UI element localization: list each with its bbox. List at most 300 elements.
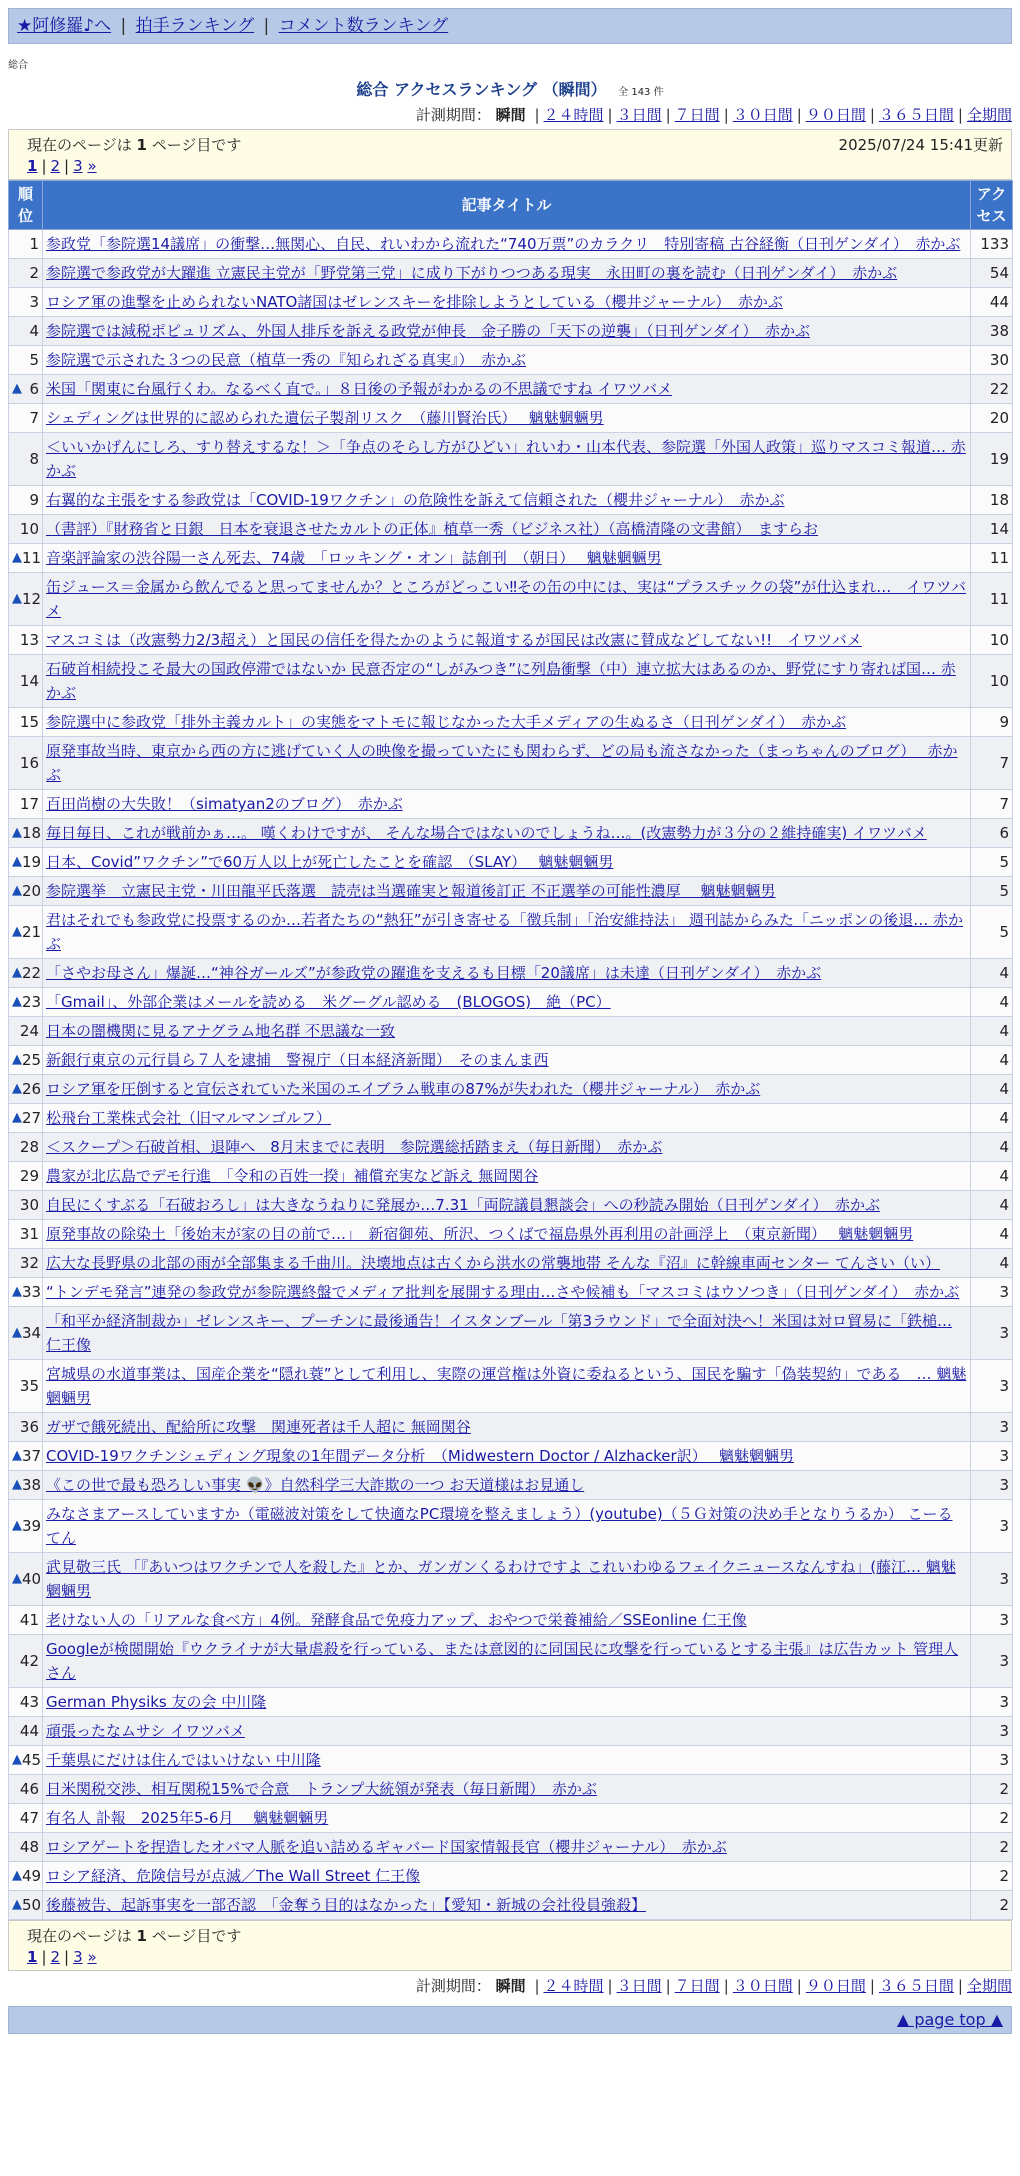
article-title-link[interactable]: 音楽評論家の渋谷陽一さん死去、74歳 「ロッキング・オン」誌創刊 （朝日） 魑魅魍魎男 — [46, 549, 662, 567]
article-title-link[interactable]: COVID-19ワクチンシェディング現象の1年間データ分析 （Midwestern Doctor / Alzhacker訳） 魑魅魍魎男 — [46, 1447, 794, 1465]
rank-cell — [9, 819, 43, 848]
table-row — [9, 1471, 1013, 1500]
table-row — [9, 988, 1013, 1017]
page-info-bottom — [27, 1925, 241, 1946]
article-title-link[interactable]: 百田尚樹の大失敗！（simatyan2のブログ） 赤かぶ — [46, 795, 403, 813]
pager-next-link[interactable]: » — [87, 1948, 97, 1966]
rank-up-arrow-icon: ▲ — [12, 1325, 22, 1340]
table-row — [9, 1606, 1013, 1635]
rank-cell — [9, 317, 43, 346]
rank-number: 13 — [19, 631, 39, 649]
rank-number: 21 — [22, 923, 42, 941]
title-cell — [43, 1717, 971, 1746]
title-cell — [43, 1133, 971, 1162]
pager-page-link[interactable]: 2 — [50, 157, 61, 175]
article-title-link[interactable]: 君はそれでも参政党に投票するのか…若者たちの“熱狂”が引き寄せる「徴兵制」「治安維持法」 週刊誌からみた「ニッポンの後退… 赤かぶ — [46, 911, 963, 953]
table-row — [9, 1278, 1013, 1307]
access-count: 10 — [971, 626, 1013, 655]
rank-number: 38 — [22, 1476, 42, 1494]
access-count: 4 — [971, 959, 1013, 988]
period-link[interactable]: 全期間 — [966, 106, 1012, 124]
rank-number: 45 — [22, 1751, 42, 1769]
rank-cell — [9, 433, 43, 486]
rank-up-arrow-icon: ▲ — [12, 1448, 22, 1463]
title-cell — [43, 906, 971, 959]
article-title-link[interactable]: ＜スクープ＞石破首相、退陣へ 8月末までに表明 参院選総括踏まえ（毎日新聞） 赤かぶ — [46, 1138, 663, 1156]
rank-cell — [9, 1500, 43, 1553]
rank-number: 2 — [29, 264, 39, 282]
article-title-link[interactable]: 新銀行東京の元行員ら７人を逮捕 警視庁（日本経済新聞） そのまんま西 — [46, 1051, 549, 1069]
top-nav — [8, 8, 1012, 44]
table-row — [9, 259, 1013, 288]
rank-number: 7 — [29, 409, 39, 427]
article-title-link[interactable]: 日本の闇機関に見るアナグラム地名群 不思議な一致 — [46, 1022, 396, 1040]
period-separator: | — [869, 1977, 875, 1995]
period-link[interactable]: ３０日間 — [732, 1977, 793, 1995]
table-row — [9, 848, 1013, 877]
period-separator: | — [607, 106, 613, 124]
table-row — [9, 1553, 1013, 1606]
title-cell — [43, 1220, 971, 1249]
header-title: 記事タイトル — [43, 181, 971, 230]
page-info-prefix: 現在のページは — [27, 136, 132, 154]
rank-cell — [9, 404, 43, 433]
table-row — [9, 230, 1013, 259]
rank-number: 49 — [22, 1867, 42, 1885]
title-cell — [43, 1833, 971, 1862]
table-row — [9, 959, 1013, 988]
page-title-text: 総合 アクセスランキング （瞬間） — [356, 80, 607, 99]
article-title-link[interactable]: 右翼的な主張をする参政党は「COVID-19ワクチン」の危険性を訴えて信頼された（櫻井ジャーナル） 赤かぶ — [46, 491, 785, 509]
access-count: 4 — [971, 1104, 1013, 1133]
article-title-link[interactable]: ロシア軍の進撃を止められないNATO諸国はゼレンスキーを排除しようとしている（櫻井ジャーナル） 赤かぶ — [46, 293, 783, 311]
table-header-row — [9, 181, 1013, 230]
rank-cell — [9, 737, 43, 790]
title-cell — [43, 544, 971, 573]
article-title-link[interactable]: 有名人 訃報 2025年5-6月 魑魅魍魎男 — [46, 1809, 329, 1827]
page-info-number: 1 — [136, 1927, 147, 1945]
period-separator: | — [723, 106, 729, 124]
period-link[interactable]: ３日間 — [616, 106, 662, 124]
rank-number: 22 — [22, 964, 42, 982]
article-title-link[interactable]: ガザで餓死続出、配給所に攻撃 関連死者は千人超に 無岡関谷 — [46, 1418, 471, 1436]
period-link[interactable]: ３日間 — [616, 1977, 662, 1995]
title-cell — [43, 1249, 971, 1278]
title-cell — [43, 1075, 971, 1104]
period-link[interactable]: ７日間 — [674, 1977, 720, 1995]
pager-page-link[interactable]: 1 — [27, 1948, 38, 1966]
period-separator: | — [957, 106, 963, 124]
table-row — [9, 1104, 1013, 1133]
rank-cell — [9, 1191, 43, 1220]
period-separator: | — [534, 106, 540, 124]
access-count: 4 — [971, 1191, 1013, 1220]
rank-number: 32 — [19, 1254, 39, 1272]
article-title-link[interactable]: ロシア経済、危険信号が点滅／The Wall Street 仁王像 — [46, 1867, 421, 1885]
rank-number: 42 — [19, 1652, 39, 1670]
title-cell — [43, 959, 971, 988]
title-cell — [43, 819, 971, 848]
title-cell — [43, 848, 971, 877]
rank-number: 27 — [22, 1109, 42, 1127]
access-count: 3 — [971, 1278, 1013, 1307]
rank-cell — [9, 1220, 43, 1249]
period-separator: | — [723, 1977, 729, 1995]
access-count: 11 — [971, 544, 1013, 573]
page-top-link[interactable]: ▲ page top ▲ — [896, 2010, 1003, 2029]
rank-number: 17 — [19, 795, 39, 813]
rank-cell — [9, 1833, 43, 1862]
access-count: 4 — [971, 1162, 1013, 1191]
pager-separator: | — [64, 157, 70, 175]
access-count: 3 — [971, 1688, 1013, 1717]
table-row — [9, 655, 1013, 708]
rank-cell — [9, 877, 43, 906]
title-cell — [43, 1413, 971, 1442]
rank-cell — [9, 906, 43, 959]
article-title-link[interactable]: 松飛台工業株式会社（旧マルマンゴルフ） — [46, 1109, 332, 1127]
rank-cell — [9, 1278, 43, 1307]
article-title-link[interactable]: 参院選中に参政党「排外主義カルト」の実態をマトモに報じなかった大手メディアの生ぬるさ（日刊ゲンダイ） 赤かぶ — [46, 713, 847, 731]
rank-cell — [9, 655, 43, 708]
rank-number: 33 — [22, 1283, 42, 1301]
rank-number: 50 — [22, 1896, 42, 1914]
rank-number: 6 — [29, 380, 39, 398]
article-title-link[interactable]: 宮城県の水道事業は、国産企業を“隠れ蓑”として利用し、実際の運営権は外資に委ねるという、国民を騙す「偽装契約」である … 魑魅魍魎男 — [46, 1365, 967, 1407]
rank-number: 47 — [19, 1809, 39, 1827]
title-cell — [43, 1278, 971, 1307]
access-count: 3 — [971, 1553, 1013, 1606]
rank-cell — [9, 1307, 43, 1360]
page-info-number: 1 — [136, 136, 147, 154]
title-cell — [43, 708, 971, 737]
table-row — [9, 819, 1013, 848]
table-row — [9, 404, 1013, 433]
pager-separator: | — [41, 157, 47, 175]
rank-cell — [9, 1688, 43, 1717]
period-link[interactable]: ９０日間 — [805, 106, 866, 124]
pager-next-link[interactable]: » — [87, 157, 97, 175]
rank-cell — [9, 1075, 43, 1104]
article-title-link[interactable]: 原発事故当時、東京から西の方に逃げていく人の映像を撮っていたにも関わらず、どの局も流さなかった（まっちゃんのブログ） 赤かぶ — [46, 742, 958, 784]
article-title-link[interactable]: 参院選で示された３つの民意（植草一秀の『知られざる真実』） 赤かぶ — [46, 351, 527, 369]
access-count: 9 — [971, 708, 1013, 737]
nav-separator: | — [120, 16, 127, 36]
table-row — [9, 1249, 1013, 1278]
access-count: 4 — [971, 1133, 1013, 1162]
title-cell — [43, 1553, 971, 1606]
access-count: 2 — [971, 1804, 1013, 1833]
rank-number: 15 — [19, 713, 39, 731]
rank-up-arrow-icon: ▲ — [12, 1284, 22, 1299]
pager-separator: | — [64, 1948, 70, 1966]
table-row — [9, 1688, 1013, 1717]
period-separator: | — [607, 1977, 613, 1995]
article-title-link[interactable]: みなさまアースしていますか（電磁波対策をして快適なPC環境を整えましょう）(youtube)（５Ｇ対策の決め手となりうるか） こーるてん — [46, 1505, 953, 1547]
rank-number: 9 — [29, 491, 39, 509]
rank-up-arrow-icon: ▲ — [12, 381, 22, 396]
rank-number: 23 — [22, 993, 42, 1011]
period-link[interactable]: ３６５日間 — [878, 1977, 954, 1995]
title-cell — [43, 1442, 971, 1471]
pager-page-link[interactable]: 1 — [27, 157, 38, 175]
period-current: 瞬間 — [495, 106, 526, 124]
article-title-link[interactable]: ロシア軍を圧倒すると宣伝されていた米国のエイブラム戦車の87%が失われた（櫻井ジャーナル） 赤かぶ — [46, 1080, 761, 1098]
article-title-link[interactable]: 参院選で参政党が大躍進 立憲民主党が「野党第三党」に成り下がりつつある現実 永田町の裏を読む（日刊ゲンダイ） 赤かぶ — [46, 264, 898, 282]
title-cell — [43, 1360, 971, 1413]
access-count: 4 — [971, 1046, 1013, 1075]
rank-cell — [9, 988, 43, 1017]
title-cell — [43, 1104, 971, 1133]
rank-cell — [9, 259, 43, 288]
rank-up-arrow-icon: ▲ — [12, 825, 22, 840]
table-row — [9, 1804, 1013, 1833]
access-count: 3 — [971, 1413, 1013, 1442]
pager-bottom — [27, 1948, 1003, 1966]
table-row — [9, 1307, 1013, 1360]
title-cell — [43, 1307, 971, 1360]
rank-cell — [9, 1775, 43, 1804]
page-info-box-bottom — [8, 1920, 1012, 1971]
rank-cell — [9, 486, 43, 515]
access-count: 3 — [971, 1500, 1013, 1553]
rank-up-arrow-icon: ▲ — [12, 1518, 22, 1533]
access-count: 3 — [971, 1360, 1013, 1413]
table-row — [9, 1891, 1013, 1920]
article-title-link[interactable]: 頑張ったなムサシ イワツバメ — [46, 1722, 245, 1740]
period-separator: | — [796, 106, 802, 124]
table-row — [9, 790, 1013, 819]
access-count: 7 — [971, 737, 1013, 790]
article-title-link[interactable]: 参院選挙 立憲民主党・川田龍平氏落選 読売は当選確実と報道後訂正 不正選挙の可能性濃厚 魑魅魍魎男 — [46, 882, 776, 900]
comment-ranking-link[interactable]: コメント数ランキング — [278, 16, 449, 36]
table-row — [9, 877, 1013, 906]
table-row — [9, 1162, 1013, 1191]
period-selector-bottom — [8, 1975, 1012, 1996]
article-title-link[interactable]: 後藤被告、起訴事実を一部否認 「金奪う目的はなかった」【愛知・新城の会社役員強殺】 — [46, 1896, 647, 1914]
pager-page-link[interactable]: 3 — [73, 1948, 83, 1966]
article-title-link[interactable]: 毎日毎日、これが戦前かぁ…。 嘆くわけですが、 そんな場合ではないのでしょうね…。(改憲勢力が３分の２維持確実) イワツバメ — [46, 824, 927, 842]
rank-cell — [9, 346, 43, 375]
article-title-link[interactable]: 「さやお母さん」爆誕…“神谷ガールズ”が参政党の躍進を支えるも目標「20議席」は未達（日刊ゲンダイ） 赤かぶ — [46, 964, 822, 982]
rank-up-arrow-icon: ▲ — [12, 1477, 22, 1492]
article-title-link[interactable]: 参院選では減税ポピュリズム、外国人排斥を訴える政党が伸長 金子勝の「天下の逆襲」（日刊ゲンダイ） 赤かぶ — [46, 322, 810, 340]
section-label: 総合 — [8, 60, 28, 71]
title-cell — [43, 404, 971, 433]
article-title-link[interactable]: 武見敬三氏 「『あいつはワクチンで人を殺した』とか、ガンガンくるわけですよ これいわゆるフェイクニュースなんすね」(藤江… 魑魅魍魎男 — [46, 1558, 956, 1600]
title-cell — [43, 1046, 971, 1075]
article-title-link[interactable]: 日本、Covid”ワクチン”で60万人以上が死亡したことを確認 （SLAY） 魑魅魍魎男 — [46, 853, 614, 871]
table-row — [9, 1635, 1013, 1688]
article-title-link[interactable]: （書評）『財務省と日銀 日本を衰退させたカルトの正体』植草一秀（ビジネス社）（高橋清隆の文書館） ますらお — [46, 520, 819, 538]
rank-number: 28 — [19, 1138, 39, 1156]
article-title-link[interactable]: Googleが検閲開始『ウクライナが大量虐殺を行っている、または意図的に同国民に攻撃を行っているとする主張』は広告カット 管理人さん — [46, 1640, 959, 1682]
access-count: 4 — [971, 1220, 1013, 1249]
article-title-link[interactable]: 千葉県にだけは住んではいけない 中川隆 — [46, 1751, 321, 1769]
page-info-box — [8, 129, 1012, 180]
period-selector — [8, 104, 1012, 125]
period-link[interactable]: ３６５日間 — [878, 106, 954, 124]
rank-number: 44 — [19, 1722, 39, 1740]
rank-up-arrow-icon: ▲ — [12, 883, 22, 898]
article-title-link[interactable]: 原発事故の除染土「後始末が家の目の前で…」 新宿御苑、所沢、つくばで福島県外再利用の計画浮上 （東京新聞） 魑魅魍魎男 — [46, 1225, 914, 1243]
rank-number: 39 — [22, 1517, 42, 1535]
access-count: 4 — [971, 988, 1013, 1017]
access-count: 22 — [971, 375, 1013, 404]
article-title-link[interactable]: 「和平か経済制裁か」ゼレンスキー、プーチンに最後通告！イスタンブール「第3ラウンド」で全面対決へ！米国は対ロ貿易に「鉄槌… 仁王像 — [46, 1312, 953, 1354]
access-count: 2 — [971, 1862, 1013, 1891]
title-cell — [43, 737, 971, 790]
article-title-link[interactable]: 石破首相続投こそ最大の国政停滞ではないか 民意否定の“しがみつき”に列島衝撃（中）連立拡大はあるのか、野党にすり寄れば国… 赤かぶ — [46, 660, 956, 702]
table-row — [9, 1862, 1013, 1891]
title-cell — [43, 1775, 971, 1804]
period-link[interactable]: ２４時間 — [543, 106, 604, 124]
article-title-link[interactable]: German Physiks 友の会 中川隆 — [46, 1693, 267, 1711]
rank-cell — [9, 1133, 43, 1162]
access-count: 44 — [971, 288, 1013, 317]
access-count: 3 — [971, 1471, 1013, 1500]
table-row — [9, 1017, 1013, 1046]
period-separator: | — [665, 106, 671, 124]
rank-number: 1 — [29, 235, 39, 253]
rank-cell — [9, 1017, 43, 1046]
access-count: 6 — [971, 819, 1013, 848]
period-link[interactable]: ３０日間 — [732, 106, 793, 124]
article-title-link[interactable]: 缶ジュース＝金属から飲んでると思ってませんか？ところがどっこい‼その缶の中には、実は“プラスチックの袋”が仕込まれ… イワツバメ — [46, 578, 966, 620]
article-title-link[interactable]: 「Gmail」、外部企業はメールを読める 米グーグル認める (BLOGOS) 絶（PC） — [46, 993, 611, 1011]
rank-up-arrow-icon: ▲ — [12, 924, 22, 939]
rank-number: 40 — [22, 1570, 42, 1588]
rank-cell — [9, 1046, 43, 1075]
period-separator: | — [534, 1977, 540, 1995]
article-title-link[interactable]: 広大な長野県の北部の雨が全部集まる千曲川。決壊地点は古くから洪水の常襲地帯 そんな『沼』に幹線車両センター てんさい（い） — [46, 1254, 940, 1272]
article-title-link[interactable]: 農家が北広島でデモ行進 「令和の百姓一揆」補償充実など訴え 無岡関谷 — [46, 1167, 539, 1185]
home-link[interactable]: ★阿修羅♪へ — [17, 16, 112, 36]
access-count: 2 — [971, 1891, 1013, 1920]
title-cell — [43, 1162, 971, 1191]
rank-up-arrow-icon: ▲ — [12, 854, 22, 869]
title-cell — [43, 433, 971, 486]
header-count: アクセス — [971, 181, 1013, 230]
page-info-prefix: 現在のページは — [27, 1927, 132, 1945]
table-row — [9, 573, 1013, 626]
rank-cell — [9, 1717, 43, 1746]
title-cell — [43, 877, 971, 906]
page-title — [8, 77, 1012, 100]
rank-number: 20 — [22, 882, 42, 900]
article-title-link[interactable]: 日米関税交渉、相互関税15%で合意 トランプ大統領が発表（毎日新聞） 赤かぶ — [46, 1780, 597, 1798]
table-row — [9, 1775, 1013, 1804]
article-title-link[interactable]: マスコミは（改憲勢力2/3超え）と国民の信任を得たかのように報道するが国民は改憲に賛成などしてない!! イワツバメ — [46, 631, 862, 649]
rank-cell — [9, 790, 43, 819]
period-separator: | — [796, 1977, 802, 1995]
pager-separator: | — [41, 1948, 47, 1966]
page-info — [27, 134, 241, 155]
period-link[interactable]: ９０日間 — [805, 1977, 866, 1995]
title-cell — [43, 626, 971, 655]
table-row — [9, 346, 1013, 375]
title-cell — [43, 259, 971, 288]
title-cell — [43, 1746, 971, 1775]
title-cell — [43, 1891, 971, 1920]
article-title-link[interactable]: 自民にくすぶる「石破おろし」は大きなうねりに発展か…7.31「両院議員懇談会」への秒読み開始（日刊ゲンダイ） 赤かぶ — [46, 1196, 880, 1214]
rank-number: 43 — [19, 1693, 39, 1711]
article-title-link[interactable]: 米国「関東に台風行くわ。なるべく直で。」８日後の予報がわかるの不思議ですね イワツバメ — [46, 380, 673, 398]
rank-up-arrow-icon: ▲ — [12, 965, 22, 980]
access-count: 20 — [971, 404, 1013, 433]
rank-cell — [9, 1635, 43, 1688]
rank-number: 14 — [19, 672, 39, 690]
rank-number: 12 — [22, 590, 42, 608]
period-label: 計測期間： — [415, 1977, 491, 1995]
rank-cell — [9, 1746, 43, 1775]
access-count: 38 — [971, 317, 1013, 346]
table-row — [9, 433, 1013, 486]
table-row — [9, 1717, 1013, 1746]
rank-up-arrow-icon: ▲ — [12, 1897, 22, 1912]
article-title-link[interactable]: ＜いいかげんにしろ、すり替えするな！＞「争点のそらし方がひどい」れいわ・山本代表、参院選「外国人政策」巡りマスコミ報道… 赤かぶ — [46, 438, 966, 480]
period-link[interactable]: 全期間 — [966, 1977, 1012, 1995]
title-cell — [43, 288, 971, 317]
period-link[interactable]: ２４時間 — [543, 1977, 604, 1995]
table-row — [9, 1220, 1013, 1249]
rank-number: 31 — [19, 1225, 39, 1243]
table-row — [9, 626, 1013, 655]
article-title-link[interactable]: シェディングは世界的に認められた遺伝子製剤リスク （藤川賢治氏） 魑魅魍魎男 — [46, 409, 604, 427]
article-title-link[interactable]: ロシアゲートを捏造したオバマ人脈を追い詰めるギャバード国家情報長官（櫻井ジャーナル） 赤かぶ — [46, 1838, 727, 1856]
page-info-suffix: ページ目です — [151, 1927, 242, 1945]
rank-number: 36 — [19, 1418, 39, 1436]
rank-cell — [9, 1413, 43, 1442]
rank-number: 46 — [19, 1780, 39, 1798]
rank-cell — [9, 1606, 43, 1635]
table-row — [9, 1075, 1013, 1104]
title-cell — [43, 1606, 971, 1635]
title-cell — [43, 375, 971, 404]
rank-number: 3 — [29, 293, 39, 311]
title-cell — [43, 988, 971, 1017]
rank-number: 24 — [19, 1022, 39, 1040]
title-cell — [43, 486, 971, 515]
access-count: 5 — [971, 877, 1013, 906]
clap-ranking-link[interactable]: 拍手ランキング — [135, 16, 255, 36]
pager — [27, 157, 1003, 175]
title-cell — [43, 1471, 971, 1500]
rank-up-arrow-icon: ▲ — [12, 1110, 22, 1125]
table-row — [9, 708, 1013, 737]
table-row — [9, 1500, 1013, 1553]
article-title-link[interactable]: “トンデモ発言”連発の参政党が参院選終盤でメディア批判を展開する理由…さや候補も「マスコミはウソつき」（日刊ゲンダイ） 赤かぶ — [46, 1283, 960, 1301]
article-title-link[interactable]: 参政党「参院選14議席」の衝撃…無関心、自民、れいわから流れた“740万票”のカラクリ 特別寄稿 古谷経衡（日刊ゲンダイ） 赤かぶ — [46, 235, 961, 253]
pager-page-link[interactable]: 3 — [73, 157, 83, 175]
pager-page-link[interactable]: 2 — [50, 1948, 61, 1966]
period-link[interactable]: ７日間 — [674, 106, 720, 124]
rank-number: 10 — [19, 520, 39, 538]
table-row — [9, 1413, 1013, 1442]
article-title-link[interactable]: 《この世で最も恐ろしい事実 👽》自然科学三大詐欺の一つ お天道様はお見通し — [46, 1476, 585, 1494]
period-separator: | — [957, 1977, 963, 1995]
table-row — [9, 544, 1013, 573]
title-cell — [43, 1688, 971, 1717]
table-row — [9, 1360, 1013, 1413]
title-cell — [43, 1804, 971, 1833]
table-row — [9, 515, 1013, 544]
article-title-link[interactable]: 老けない人の「リアルな食べ方」4例。発酵食品で免疫力アップ、おやつで栄養補給／SSEonline 仁王像 — [46, 1611, 747, 1629]
title-cell — [43, 1017, 971, 1046]
access-count: 11 — [971, 573, 1013, 626]
access-count: 3 — [971, 1635, 1013, 1688]
table-row — [9, 1746, 1013, 1775]
